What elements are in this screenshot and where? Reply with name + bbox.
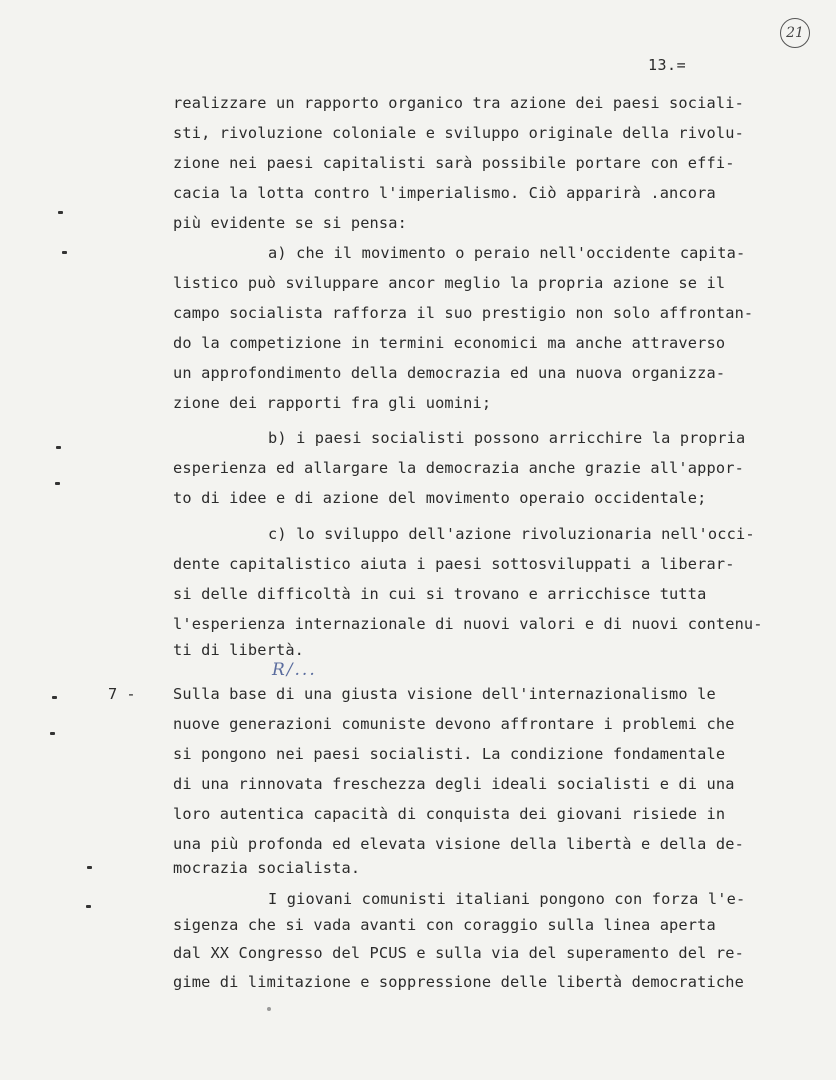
- text-line: to di idee e di azione del movimento operaio occidentale;: [173, 489, 707, 507]
- text-line: un approfondimento della democrazia ed una nuova organizza-: [173, 364, 726, 382]
- text-line: listico può sviluppare ancor meglio la propria azione se il: [173, 274, 726, 292]
- handwritten-annotation: R/...: [272, 660, 317, 680]
- text-line: dal XX Congresso del PCUS e sulla via del superamento del re-: [173, 944, 744, 962]
- margin-mark: [52, 696, 57, 699]
- margin-mark: [87, 866, 92, 869]
- text-line: esperienza ed allargare la democrazia anche grazie all'appor-: [173, 459, 744, 477]
- text-line: l'esperienza internazionale di nuovi valori e di nuovi contenu-: [173, 615, 763, 633]
- margin-mark: [50, 732, 55, 735]
- text-line: mocrazia socialista.: [173, 859, 361, 877]
- text-line: sigenza che si vada avanti con coraggio sulla linea aperta: [173, 916, 716, 934]
- text-line: realizzare un rapporto organico tra azione dei paesi sociali-: [173, 94, 744, 112]
- text-line: cacia la lotta contro l'imperialismo. Ciò apparirà .ancora: [173, 184, 716, 202]
- margin-mark: [58, 211, 63, 214]
- archive-stamp-number: 21: [780, 18, 810, 48]
- text-line: zione nei paesi capitalisti sarà possibile portare con effi-: [173, 154, 735, 172]
- text-line: più evidente se si pensa:: [173, 214, 407, 232]
- text-line: nuove generazioni comuniste devono affrontare i problemi che: [173, 715, 735, 733]
- list-item-b-start: b) i paesi socialisti possono arricchire la propria: [268, 429, 746, 447]
- text-line: ti di libertà.: [173, 641, 305, 659]
- list-item-c-start: c) lo sviluppo dell'azione rivoluzionaria nell'occi-: [268, 525, 755, 543]
- margin-mark: [62, 251, 67, 254]
- text-line: una più profonda ed elevata visione della libertà e della de-: [173, 835, 744, 853]
- margin-mark: [267, 1007, 271, 1011]
- text-line: si pongono nei paesi socialisti. La condizione fondamentale: [173, 745, 726, 763]
- text-line: campo socialista rafforza il suo prestigio non solo affrontan-: [173, 304, 754, 322]
- margin-mark: [86, 905, 91, 908]
- paragraph-start: I giovani comunisti italiani pongono con forza l'e-: [268, 890, 746, 908]
- text-line: Sulla base di una giusta visione dell'internazionalismo le: [173, 685, 716, 703]
- section-number: 7 -: [108, 685, 136, 703]
- text-line: si delle difficoltà in cui si trovano e arricchisce tutta: [173, 585, 707, 603]
- list-item-a-start: a) che il movimento o peraio nell'occidente capita-: [268, 244, 746, 262]
- text-line: gime di limitazione e soppressione delle libertà democratiche: [173, 973, 744, 991]
- margin-mark: [56, 446, 61, 449]
- text-line: loro autentica capacità di conquista dei giovani risiede in: [173, 805, 726, 823]
- text-line: sti, rivoluzione coloniale e sviluppo originale della rivolu-: [173, 124, 744, 142]
- text-line: dente capitalistico aiuta i paesi sottosviluppati a liberar-: [173, 555, 735, 573]
- page-number: 13.=: [648, 56, 687, 74]
- margin-mark: [55, 482, 60, 485]
- text-line: do la competizione in termini economici ma anche attraverso: [173, 334, 726, 352]
- text-line: di una rinnovata freschezza degli ideali socialisti e di una: [173, 775, 735, 793]
- text-line: zione dei rapporti fra gli uomini;: [173, 394, 492, 412]
